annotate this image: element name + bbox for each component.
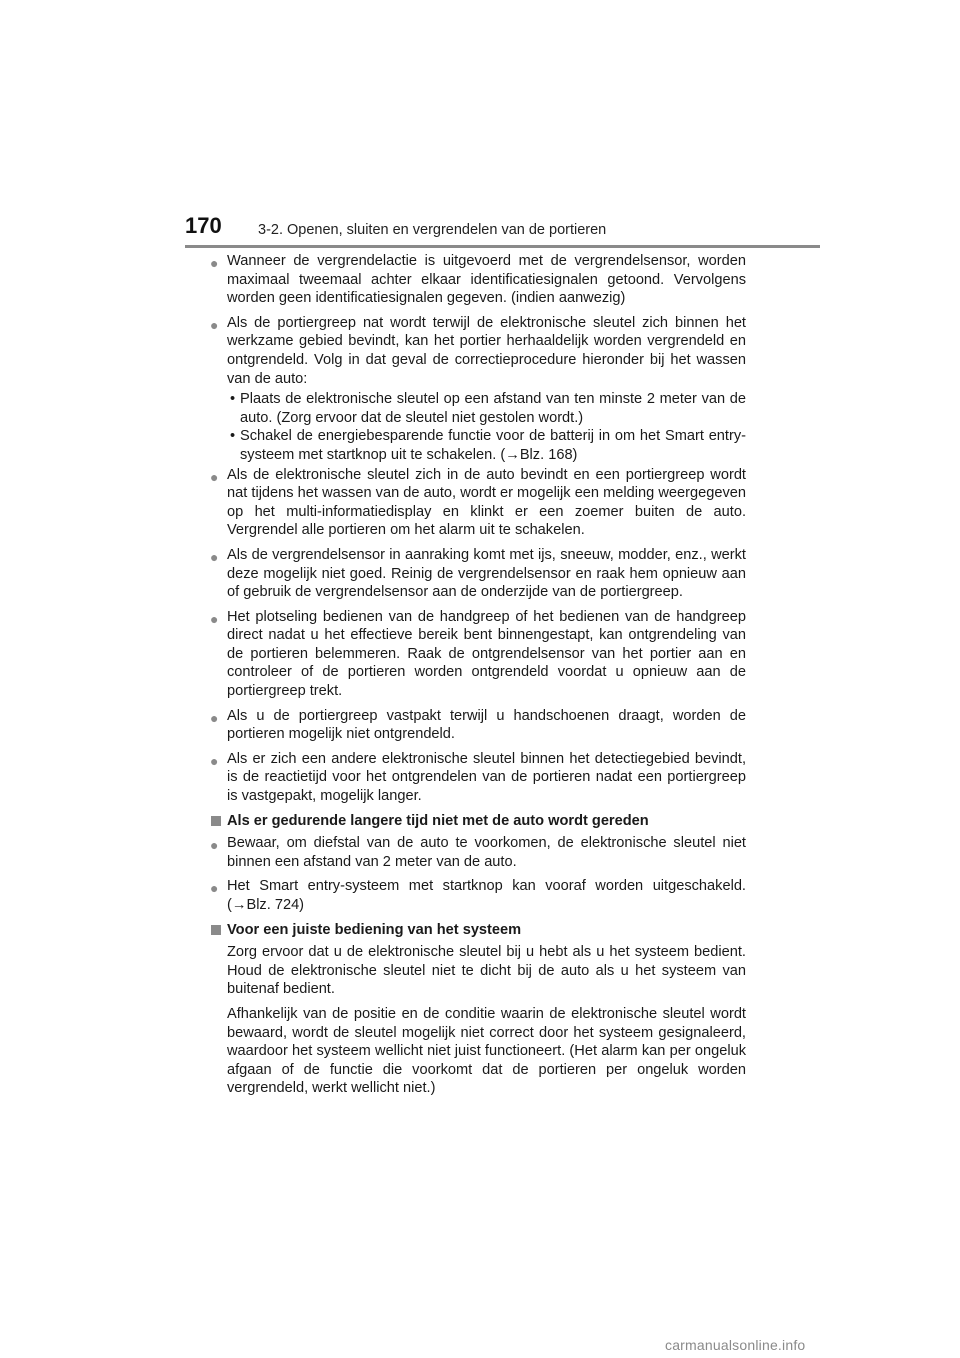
- page-content: [210, 252, 746, 1104]
- bullet-icon: ●: [210, 316, 219, 333]
- bullet-text: Bewaar, om diefstal van de auto te voorkomen, de elektronische sleutel niet binnen een afstand van 2 meter van de auto.: [227, 835, 746, 870]
- bullet-icon: ●: [210, 880, 219, 897]
- bullet-item: [210, 750, 746, 806]
- sub-item-text: Schakel de energiebesparende functie voor de batterij in om het Smart entry-systeem met startknop uit te schakelen. (→Blz. 168): [240, 428, 746, 463]
- bullet-text: Als de portiergreep nat wordt terwijl de elektronische sleutel zich binnen het werkzame gebied bevindt, kan het portier herhaaldelijk worden vergrendeld en ontgrendeld. Volg in dat geval de correctieprocedure hieronder bij het wassen van de auto:: [227, 314, 746, 387]
- header-rule: [185, 245, 820, 248]
- page-header: [185, 213, 820, 247]
- bullet-icon: ●: [210, 610, 219, 627]
- bullet-text: Als er zich een andere elektronische sleutel binnen het detectiegebied bevindt, is de reactietijd voor het ontgrendelen van de portieren nadat een portiergreep is vastgepakt, mogelijk langer.: [227, 750, 746, 805]
- sub-item-text: Plaats de elektronische sleutel op een afstand van ten minste 2 meter van de auto. (Zorg ervoor dat de sleutel niet gestolen wordt.): [240, 391, 746, 426]
- paragraph: Zorg ervoor dat u de elektronische sleutel bij u hebt als u het systeem bedient. Houd de elektronische sleutel niet te dicht bij de auto als u het systeem van buitenaf bedient.: [227, 944, 746, 998]
- bullet-text: Wanneer de vergrendelactie is uitgevoerd met de vergrendelsensor, worden maximaal tweemaal achter elkaar identificatiesignalen getoond. Vervolgens worden geen identificatiesignalen gegeven. (indien aanwezig): [227, 253, 746, 307]
- bullet-item: [210, 252, 746, 308]
- bullet-text: Als de vergrendelsensor in aanraking komt met ijs, sneeuw, modder, enz., werkt deze mogelijk niet goed. Reinig de vergrendelsensor en raak hem opnieuw aan of gebruik de vergrendelsensor aan de onderzijde van de portiergreep.: [227, 546, 746, 601]
- section-heading-text: Als er gedurende langere tijd niet met de auto wordt gereden: [227, 812, 649, 829]
- bullet-item: [210, 707, 746, 744]
- bullet-icon: ●: [210, 837, 219, 854]
- bullet-icon: ●: [210, 468, 219, 485]
- section-heading: [210, 921, 746, 940]
- section-heading-text: Voor een juiste bediening van het systeem: [227, 921, 522, 938]
- square-marker-icon: [211, 925, 221, 935]
- sub-item: [210, 390, 746, 427]
- bullet-text: Het Smart entry-systeem met startknop kan vooraf worden uitgeschakeld. (→Blz. 724): [227, 878, 746, 913]
- bullet-item: [210, 466, 746, 540]
- bullet-icon: ●: [210, 548, 219, 565]
- bullet-text: Als u de portiergreep vastpakt terwijl u handschoenen draagt, worden de portieren mogelijk niet ontgrendeld.: [227, 707, 746, 743]
- bullet-item: [210, 546, 746, 602]
- page-number: 170: [185, 213, 222, 238]
- bullet-item: [210, 834, 746, 871]
- paragraph: Afhankelijk van de positie en de conditie waarin de elektronische sleutel wordt bewaard, wordt de sleutel mogelijk niet correct door het systeem gesignaleerd, waardoor het systeem wellicht niet juist functioneert. (Het alarm kan per ongeluk afgaan of de functie die voorkomt dat de portieren per ongeluk worden vergrendeld, werkt wellicht niet.): [227, 1005, 746, 1097]
- section-title: 3-2. Openen, sluiten en vergrendelen van de portieren: [258, 222, 607, 238]
- bullet-text: Als de elektronische sleutel zich in de auto bevindt en een portiergreep wordt nat tijdens het wassen van de auto, wordt er mogelijk een melding weergegeven op het multi-informatiedisplay en klinkt er een zoemer buiten de auto. Vergrendel alle portieren om het alarm uit te schakelen.: [227, 466, 746, 539]
- sub-item: [210, 427, 746, 464]
- watermark: carmanualsonline.info: [665, 1337, 806, 1353]
- sub-bullet-icon: •: [230, 391, 236, 408]
- bullet-item: [210, 877, 746, 914]
- bullet-icon: ●: [210, 752, 219, 769]
- bullet-item: [210, 608, 746, 701]
- bullet-icon: ●: [210, 709, 219, 726]
- bullet-item: [210, 314, 746, 388]
- bullet-text: Het plotseling bedienen van de handgreep of het bedienen van de handgreep direct nadat u het effectieve bereik bent binnengestapt, kan ontgrendeling van de portieren belemmeren. Raak de ontgrendelsensor van het portier aan en controleer of de portieren worden ontgrendeld voordat u opnieuw aan de portiergreep trekt.: [227, 608, 746, 700]
- square-marker-icon: [211, 816, 221, 826]
- bullet-icon: ●: [210, 255, 219, 271]
- section-heading: [210, 812, 746, 831]
- sub-list: [210, 390, 746, 464]
- sub-bullet-icon: •: [230, 428, 236, 445]
